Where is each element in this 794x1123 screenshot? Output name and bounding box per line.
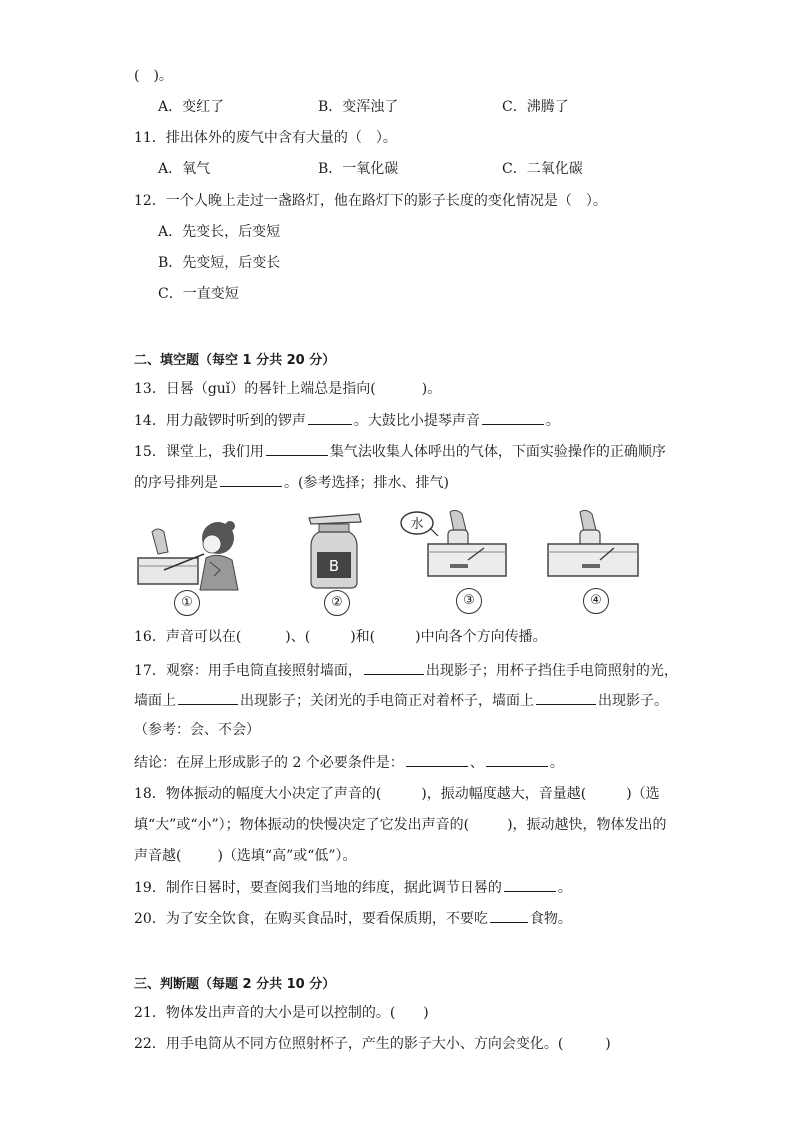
figure-3-bottle-in-water	[398, 508, 510, 584]
q15-text-c: 的序号排列是	[134, 475, 218, 491]
q14-blank-2[interactable]	[482, 410, 544, 425]
q15-blank-1[interactable]	[266, 441, 328, 456]
q13-text-a: 13．日晷（guǐ）的晷针上端总是指向(	[134, 381, 376, 397]
q17-text-b: 出现影子；用杯子挡住手电筒照射的光，	[425, 663, 678, 679]
q16-text-a: 16．声音可以在(	[134, 629, 242, 645]
q17-blank-5[interactable]	[486, 752, 548, 767]
q18-text-b: )，振动幅度越大，音量越(	[421, 786, 587, 802]
q10-tail: ( )。	[134, 68, 173, 84]
q15-text-d: 。(参考选择；排水、排气)	[284, 475, 449, 491]
q22-text: 22．用手电筒从不同方位照射杯子，产生的影子大小、方向会变化。( )	[134, 1036, 611, 1052]
q11-option-b: B．一氧化碳	[318, 161, 399, 177]
q11-option-c: C．二氧化碳	[502, 161, 583, 177]
q14-text-c: 。	[545, 413, 560, 429]
section-3-title: 三、判断题（每题 2 分共 10 分）	[134, 977, 336, 992]
q17-text-e: 出现影子。	[598, 693, 668, 709]
q17-text-a: 17．观察：用手电筒直接照射墙面，	[134, 663, 362, 679]
water-label: 水	[410, 517, 424, 532]
q19-text-a: 19．制作日晷时，要查阅我们当地的纬度，据此调节日晷的	[134, 880, 502, 896]
q17-line-1	[134, 660, 678, 681]
q18-text-c: )（选	[626, 786, 660, 802]
q20-text-b: 食物。	[529, 911, 572, 927]
q13-text-b: )。	[421, 381, 442, 397]
q17-blank-4[interactable]	[406, 752, 468, 767]
figure-2-gas-bottle	[305, 510, 365, 590]
q17-hint: （参考：会、不会）	[134, 722, 260, 738]
q15-line-1	[134, 441, 666, 462]
q19-text-b: 。	[557, 880, 572, 896]
q13-line	[134, 379, 441, 399]
q15-text-a: 15．课堂上，我们用	[134, 444, 264, 460]
q11-option-a: A．氧气	[158, 161, 211, 177]
q19-line	[134, 877, 572, 898]
q21-text: 21．物体发出声音的大小是可以控制的。( )	[134, 1005, 429, 1021]
q15-text-b: 集气法收集人体呼出的气体，下面实验操作的正确顺序	[329, 444, 666, 460]
q14-text-b: 。大鼓比小提琴声音	[353, 413, 480, 429]
figure-4-bottle-in-water	[540, 508, 644, 584]
q11-text: 11．排出体外的废气中含有大量的（ ）。	[134, 130, 397, 146]
q17-line-2	[134, 690, 668, 711]
q18-text-a: 18．物体振动的幅度大小决定了声音的(	[134, 786, 382, 802]
q18-text-e: )，振动越快，物体发出的	[507, 817, 667, 833]
q18-line-3	[134, 846, 357, 866]
figure-3-caption: ③	[456, 588, 482, 614]
q18-text-g: )（选填“高”或“低”）。	[217, 848, 357, 864]
q20-blank[interactable]	[490, 908, 528, 923]
q19-blank[interactable]	[504, 877, 556, 892]
figure-2-caption: ②	[324, 590, 350, 616]
q10-option-c: C．沸腾了	[502, 99, 569, 115]
q18-line-1	[134, 784, 660, 804]
section-2-title: 二、填空题（每空 1 分共 20 分）	[134, 353, 336, 368]
figure-1-caption: ①	[174, 590, 200, 616]
q18-text-d: 填“大”或“小”）；物体振动的快慢决定了它发出声音的(	[134, 817, 470, 833]
q18-text-f: 声音越(	[134, 848, 182, 864]
q16-text-d: )中向各个方向传播。	[415, 629, 547, 645]
q12-option-b: B．先变短，后变长	[158, 255, 281, 271]
figure-4-caption: ④	[583, 588, 609, 614]
q12-option-c: C．一直变短	[158, 286, 239, 302]
q14-text-a: 14．用力敲锣时听到的锣声	[134, 413, 306, 429]
q15-blank-2[interactable]	[220, 472, 282, 487]
q17-conclusion	[134, 752, 564, 773]
q16-text-c: )和(	[350, 629, 376, 645]
q17-conclusion-a: 结论：在屏上形成影子的 2 个必要条件是：	[134, 755, 404, 771]
bottle-label: B	[328, 557, 340, 575]
figure-1-girl-blowing	[134, 510, 244, 592]
q14-line	[134, 410, 560, 431]
q17-text-d: 出现影子；关闭光的手电筒正对着杯子，墙面上	[240, 693, 534, 709]
q10-option-b: B．变浑浊了	[318, 99, 399, 115]
q16-line	[134, 627, 547, 647]
q18-line-2	[134, 815, 667, 835]
q12-text: 12．一个人晚上走过一盏路灯，他在路灯下的影子长度的变化情况是（ ）。	[134, 193, 607, 209]
q16-text-b: )、(	[285, 629, 311, 645]
q17-text-c: 墙面上	[134, 693, 176, 709]
q17-blank-2[interactable]	[178, 690, 238, 705]
q17-blank-1[interactable]	[364, 660, 424, 675]
q17-conclusion-c: 。	[549, 755, 564, 771]
q20-text-a: 20．为了安全饮食，在购买食品时，要看保质期，不要吃	[134, 911, 488, 927]
q17-conclusion-b: 、	[469, 755, 484, 771]
q15-line-2	[134, 472, 449, 493]
q14-blank-1[interactable]	[308, 410, 352, 425]
q12-option-a: A．先变长，后变短	[158, 224, 281, 240]
q20-line	[134, 908, 572, 929]
q17-blank-3[interactable]	[536, 690, 596, 705]
q10-option-a: A．变红了	[158, 99, 225, 115]
